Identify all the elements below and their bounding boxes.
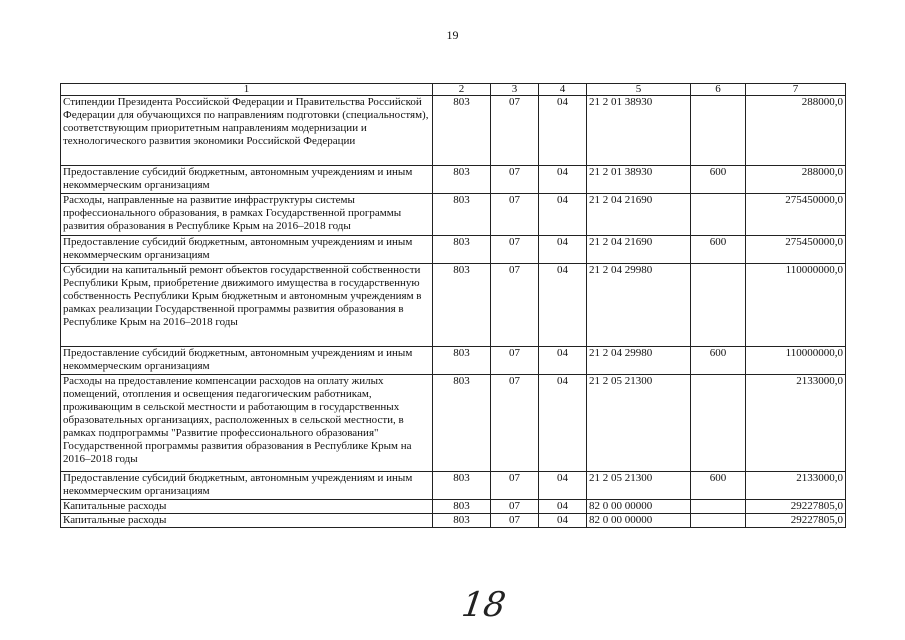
handwritten-page-mark: 18 [459,585,509,625]
row-name: Капитальные расходы [61,514,433,528]
cell-section: 07 [491,347,539,375]
cell-ministry-code: 803 [433,500,491,514]
table-row [61,96,846,166]
row-name: Расходы на предоставление компенсации расходов на оплату жилых помещений, отопления и освещения педагогическим работникам, проживающим в сельской местности и работающим в государственных образовательных организациях, расположенных в сельской местности, в рамках подпрограммы "Развитие профессионального образования" Государственной программы развития образования в Республике Крым на 2016–2018 годы [61,375,433,472]
header-cell: 3 [491,84,539,96]
header-cell: 2 [433,84,491,96]
table-row [61,514,846,528]
cell-ministry-code: 803 [433,194,491,236]
cell-amount: 2133000,0 [746,472,846,500]
cell-target-article: 21 2 01 38930 [587,166,691,194]
cell-amount: 2133000,0 [746,375,846,472]
cell-ministry-code: 803 [433,472,491,500]
header-cell: 1 [61,84,433,96]
table-row [61,264,846,347]
table-row [61,375,846,472]
cell-subsection: 04 [539,96,587,166]
cell-expense-type [691,514,746,528]
header-cell: 6 [691,84,746,96]
table-row [61,194,846,236]
cell-ministry-code: 803 [433,236,491,264]
cell-amount: 29227805,0 [746,514,846,528]
cell-section: 07 [491,375,539,472]
cell-expense-type [691,96,746,166]
cell-amount: 110000000,0 [746,264,846,347]
row-name: Расходы, направленные на развитие инфраструктуры системы профессионального образования, в рамках Государственной программы развития образования в Республике Крым на 2016–2018 годы [61,194,433,236]
cell-subsection: 04 [539,472,587,500]
cell-amount: 29227805,0 [746,500,846,514]
row-name: Предоставление субсидий бюджетным, автономным учреждениям и иным некоммерческим организациям [61,347,433,375]
cell-subsection: 04 [539,264,587,347]
table-row [61,166,846,194]
cell-expense-type: 600 [691,347,746,375]
cell-section: 07 [491,514,539,528]
cell-section: 07 [491,194,539,236]
cell-expense-type [691,500,746,514]
cell-section: 07 [491,96,539,166]
cell-subsection: 04 [539,347,587,375]
cell-amount: 288000,0 [746,166,846,194]
cell-ministry-code: 803 [433,96,491,166]
cell-target-article: 21 2 05 21300 [587,472,691,500]
cell-target-article: 21 2 04 21690 [587,236,691,264]
cell-target-article: 21 2 04 29980 [587,347,691,375]
row-name: Предоставление субсидий бюджетным, автономным учреждениям и иным некоммерческим организациям [61,236,433,264]
cell-target-article: 21 2 05 21300 [587,375,691,472]
table-row [61,347,846,375]
header-cell: 5 [587,84,691,96]
cell-ministry-code: 803 [433,514,491,528]
cell-expense-type [691,375,746,472]
cell-target-article: 21 2 04 21690 [587,194,691,236]
row-name: Капитальные расходы [61,500,433,514]
header-row [61,84,846,96]
header-cell: 4 [539,84,587,96]
cell-amount: 110000000,0 [746,347,846,375]
cell-ministry-code: 803 [433,166,491,194]
cell-section: 07 [491,500,539,514]
cell-expense-type [691,194,746,236]
cell-target-article: 82 0 00 00000 [587,500,691,514]
cell-subsection: 04 [539,236,587,264]
cell-expense-type: 600 [691,236,746,264]
cell-expense-type: 600 [691,472,746,500]
cell-target-article: 21 2 01 38930 [587,96,691,166]
cell-section: 07 [491,264,539,347]
cell-target-article: 82 0 00 00000 [587,514,691,528]
cell-subsection: 04 [539,500,587,514]
cell-section: 07 [491,166,539,194]
table-row [61,236,846,264]
table-row [61,472,846,500]
row-name: Субсидии на капитальный ремонт объектов государственной собственности Республики Крым, приобретение движимого имущества в государственную собственность Республики Крым бюджетным и автономным учреждениям в рамках реализации Государственной программы развития образования в Республике Крым на 2016–2018 годы [61,264,433,347]
cell-ministry-code: 803 [433,375,491,472]
cell-subsection: 04 [539,166,587,194]
budget-table [60,83,846,528]
cell-expense-type [691,264,746,347]
header-cell: 7 [746,84,846,96]
cell-ministry-code: 803 [433,264,491,347]
cell-amount: 275450000,0 [746,236,846,264]
row-name: Предоставление субсидий бюджетным, автономным учреждениям и иным некоммерческим организациям [61,166,433,194]
cell-ministry-code: 803 [433,347,491,375]
cell-subsection: 04 [539,514,587,528]
cell-section: 07 [491,472,539,500]
table-row [61,500,846,514]
cell-subsection: 04 [539,375,587,472]
cell-expense-type: 600 [691,166,746,194]
row-name: Стипендии Президента Российской Федерации и Правительства Российской Федерации для обучающихся по направлениям подготовки (специальностям), соответствующим приоритетным направлениям модернизации и технологического развития экономики Российской Федерации [61,96,433,166]
cell-section: 07 [491,236,539,264]
cell-amount: 288000,0 [746,96,846,166]
row-name: Предоставление субсидий бюджетным, автономным учреждениям и иным некоммерческим организациям [61,472,433,500]
cell-target-article: 21 2 04 29980 [587,264,691,347]
cell-subsection: 04 [539,194,587,236]
cell-amount: 275450000,0 [746,194,846,236]
page-number: 19 [446,28,459,42]
